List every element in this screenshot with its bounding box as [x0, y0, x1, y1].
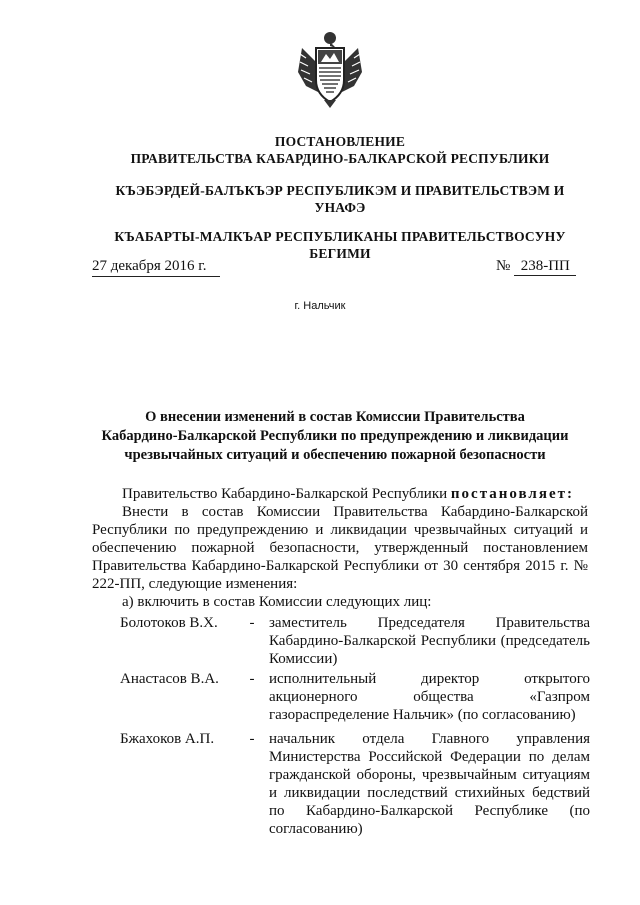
person-position: заместитель Председателя Правительства Кабардино-Балкарской Республики (председатель Комиссии) [269, 615, 590, 667]
person-position: исполнительный директор открытого акционерного общества «Газпром газораспределение Нальчик» (по согласованию) [269, 671, 590, 723]
subject-line: чрезвычайных ситуаций и обеспечению пожарной безопасности [124, 447, 546, 463]
balkar-title-line: БЕГИМИ [309, 246, 371, 261]
subject-line: Кабардино-Балкарской Республики по предупреждению и ликвидации [101, 428, 569, 444]
intro-text: Правительство Кабардино-Балкарской Республики [122, 486, 448, 502]
item-a: а) включить в состав Комиссии следующих лиц: [122, 594, 432, 610]
person-dash: - [249, 671, 255, 687]
coat-of-arms-icon [296, 28, 364, 108]
balkar-title [90, 228, 590, 262]
subject-line: О внесении изменений в состав Комиссии Правительства [145, 409, 525, 425]
coat-of-arms-emblem [296, 28, 364, 108]
kabardian-title [90, 182, 590, 216]
city-label: г. Нальчик [294, 300, 346, 312]
document-subject [80, 408, 590, 465]
person-name: Анастасов В.А. [120, 671, 219, 687]
number-prefix: № [496, 258, 511, 274]
person-name: Болотоков В.Х. [120, 615, 218, 631]
person-dash: - [249, 731, 255, 747]
document-body [92, 485, 588, 611]
kabardian-title-line: УНАФЭ [314, 200, 366, 215]
document-date: 27 декабря 2016 г. [92, 258, 220, 277]
issuer-line: ПРАВИТЕЛЬСТВА КАБАРДИНО-БАЛКАРСКОЙ РЕСПУБЛИКИ [130, 151, 550, 166]
decree-intro [92, 485, 588, 503]
decree-word: постановляет: [450, 486, 574, 502]
person-position: начальник отдела Главного управления Министерства Российской Федерации по делам гражданской обороны, чрезвычайным ситуациям и ликвидации последствий стихийных бедствий по Кабардино-Балкарской Республике (по согласованию) [269, 731, 590, 837]
balkar-title-line: КЪАБАРТЫ-МАЛКЪАР РЕСПУБЛИКАНЫ ПРАВИТЕЛЬСТВОСУНУ [114, 229, 566, 244]
document-number [496, 258, 584, 276]
decree-paragraph: Внести в состав Комиссии Правительства Кабардино-Балкарской Республики по предупреждению и ликвидации чрезвычайных ситуаций и обеспечению пожарной безопасности, утвержденный постановлением Правительства Кабардино-Балкарской Республики от 30 сентября 2015 г. № 222-ПП, следующие изменения: [92, 504, 588, 592]
title-line: ПОСТАНОВЛЕНИЕ [274, 134, 406, 149]
person-name: Бжахоков А.П. [120, 731, 215, 747]
person-dash: - [249, 615, 255, 631]
kabardian-title-line: КЪЭБЭРДЕЙ-БАЛЪКЪЭР РЕСПУБЛИКЭМ И ПРАВИТЕЛЬСТВЭМ И [115, 183, 565, 198]
number-value: 238-ПП [514, 258, 576, 276]
document-title [90, 133, 590, 167]
